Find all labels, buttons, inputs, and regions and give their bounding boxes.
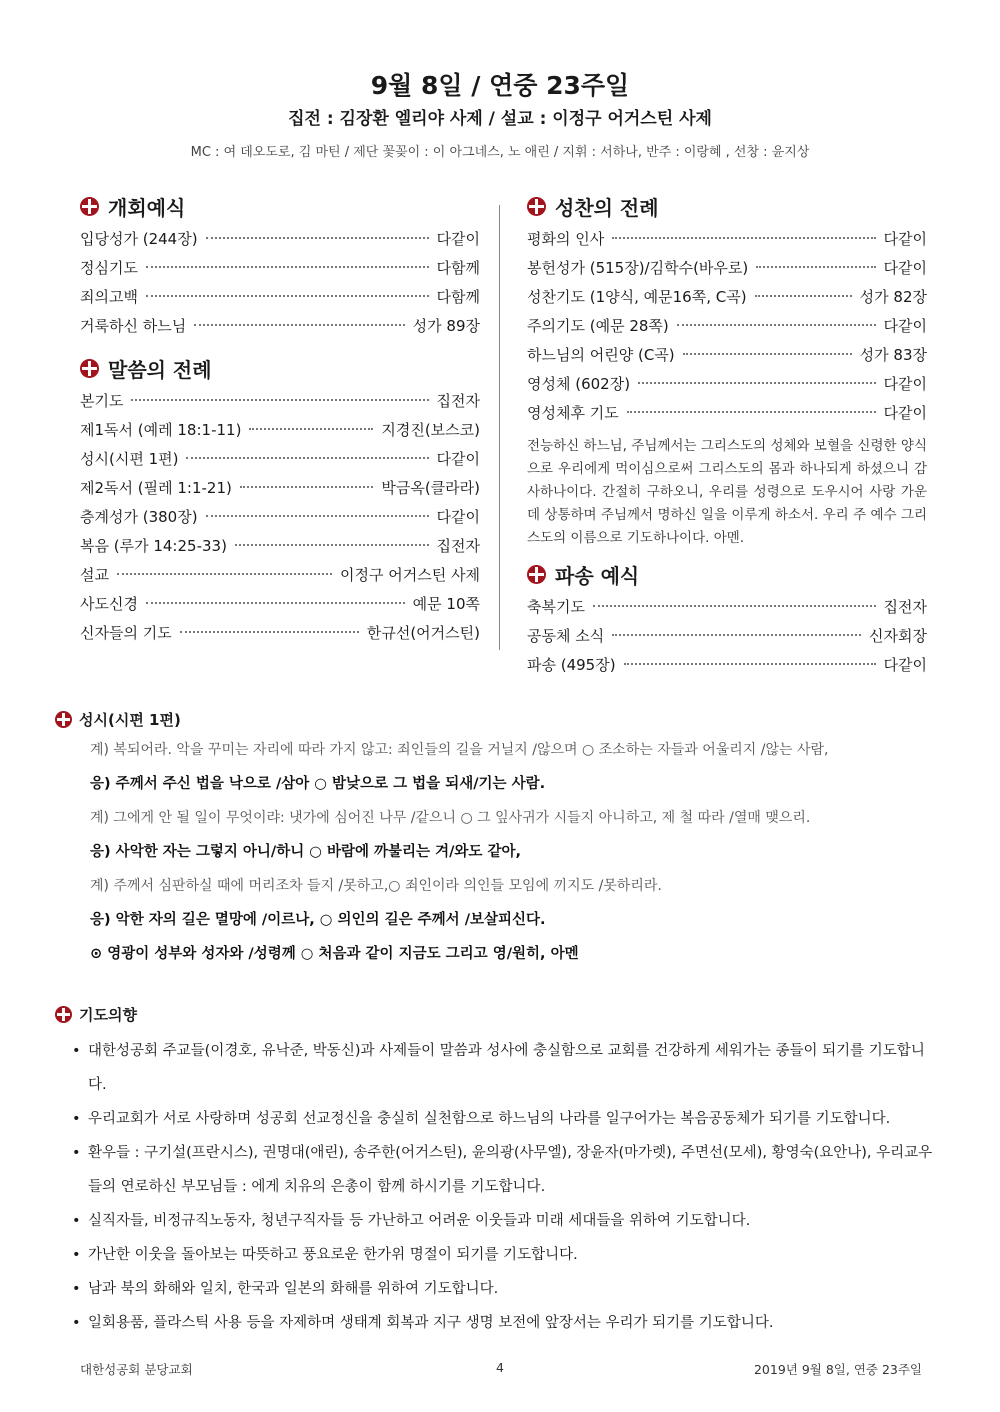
section-title: 파송 예식 [555,563,640,588]
leader-dots [612,634,861,636]
order-label: 입당성가 (244장) [80,230,198,248]
order-value: 성가 82장 [859,288,927,306]
bullet-icon: • [72,1281,81,1297]
bullet-icon: • [72,1213,81,1229]
leader-dots [677,324,876,326]
order-value: 다함께 [436,288,480,306]
order-label: 층계성가 (380장) [80,508,198,526]
order-label: 공동체 소식 [527,627,605,645]
section-eucharist-heading [527,190,927,222]
section-dismissal-heading [527,558,927,590]
cross-icon [55,711,72,728]
psalm-title: 성시(시편 1편) [79,710,181,729]
leader-dots [186,457,428,459]
psalm-verse-response: 응) 악한 자의 길은 멸망에 /이르나, ○ 의인의 길은 주께서 /보살피신다. [90,912,546,928]
intentions-heading [55,1000,935,1028]
section-opening-heading [80,190,480,222]
intentions-title: 기도의향 [79,1005,137,1024]
intention-text: 대한성공회 주교들(이경호, 유낙준, 박동신)과 사제들이 말씀과 성사에 충실함으로 교회를 건강하게 세워가는 종들이 되기를 기도합니다. [88,1043,925,1093]
order-value: 다같이 [883,375,927,393]
order-row [527,654,927,683]
order-value: 예문 10쪽 [412,595,480,613]
bullet-icon: • [72,1043,81,1059]
order-value: 다같이 [883,259,927,277]
leader-dots [146,295,429,297]
section-title: 성찬의 전례 [555,195,659,220]
order-label: 영성체 (602장) [527,375,631,393]
intention-text: 가난한 이웃을 돌아보는 따뜻하고 풍요로운 한가위 명절이 되기를 기도합니다. [88,1247,578,1263]
staff-line: MC : 여 데오도로, 김 마틴 / 제단 꽃꽂이 : 이 아그네스, 노 애린 / 지휘 : 서하나, 반주 : 이랑혜 , 선창 : 윤지상 [190,145,810,160]
order-row [527,402,927,431]
order-row [527,286,927,315]
psalm-verse-response: 응) 사악한 자는 그렇지 아니/하니 ○ 바람에 까불리는 겨/와도 같아, [90,844,521,860]
leader-dots [593,605,876,607]
order-label: 본기도 [80,392,124,410]
leader-dots [206,237,429,239]
intention-text: 남과 북의 화해와 일치, 한국과 일본의 화해를 위하여 기도합니다. [88,1281,499,1297]
leader-dots [638,382,875,384]
footer-church: 대한성공회 분당교회 [80,1362,193,1377]
order-label: 거룩하신 하느님 [80,317,187,335]
bullet-icon: • [72,1315,81,1331]
order-row [80,419,480,448]
leader-dots [180,631,359,633]
order-label: 축복기도 [527,598,585,616]
list-item [55,1136,935,1204]
order-label: 평화의 인사 [527,230,605,248]
order-label: 신자들의 기도 [80,624,172,642]
order-row [80,390,480,419]
order-value: 집전자 [436,392,480,410]
order-row [80,286,480,315]
section-title: 말씀의 전례 [108,357,212,382]
intentions-section [55,1000,935,1340]
cross-icon [527,565,546,584]
leader-dots [683,353,852,355]
order-label: 사도신경 [80,595,138,613]
psalm-verse-leader: 계) 복되어라. 악을 꾸미는 자리에 따라 가지 않고: 죄인들의 길을 거닐지 /않으며 ○ 조소하는 자들과 어울리지 /않는 사람, [90,742,829,758]
order-value: 집전자 [436,537,480,555]
order-label: 제2독서 (필레 1:1-21) [80,479,232,497]
leader-dots [612,237,875,239]
cross-icon [80,359,99,378]
order-row [80,315,480,344]
order-label: 하느님의 어린양 (C곡) [527,346,675,364]
bullet-icon: • [72,1111,81,1127]
order-label: 죄의고백 [80,288,138,306]
order-label: 설교 [80,566,109,584]
order-value: 다같이 [436,230,480,248]
order-label: 정심기도 [80,259,138,277]
order-row [80,622,480,651]
order-label: 제1독서 (예레 18:1-11) [80,421,242,439]
leader-dots [624,663,876,665]
leader-dots [206,515,429,517]
list-item [55,1306,935,1340]
bullet-icon: • [72,1145,81,1161]
order-label: 파송 (495장) [527,656,616,674]
psalm-verse-response: 응) 주께서 주신 법을 낙으로 /삼아 ○ 밤낮으로 그 법을 되새/기는 사람. [90,776,546,792]
leader-dots [235,544,429,546]
order-label: 영성체후 기도 [527,404,619,422]
order-row [527,373,927,402]
order-value: 신자회장 [869,627,927,645]
order-row [80,506,480,535]
right-column [527,190,927,683]
list-item [55,1034,935,1102]
intention-text: 실직자들, 비정규직노동자, 청년구직자들 등 가난하고 어려운 이웃들과 미래 세대들을 위하여 기도합니다. [88,1213,751,1229]
leader-dots [146,602,405,604]
leader-dots [249,428,373,430]
order-row [527,257,927,286]
psalm-verse-leader: 계) 주께서 심판하실 때에 머리조차 들지 /못하고,○ 죄인이라 의인들 모임에 끼지도 /못하리라. [90,878,662,894]
order-row [527,315,927,344]
order-value: 다같이 [883,317,927,335]
psalm-heading [55,705,935,733]
page-title: 9월 8일 / 연중 23주일 [370,71,630,100]
cross-icon [80,197,99,216]
cross-icon [527,197,546,216]
column-divider [499,205,500,650]
section-word-heading [80,352,480,384]
order-value: 이정구 어거스틴 사제 [340,566,480,584]
order-row [80,535,480,564]
order-row [80,448,480,477]
psalm-gloria: ⊙ 영광이 성부와 성자와 /성령께 ○ 처음과 같이 지금도 그리고 영/원히, 아멘 [90,946,579,962]
order-row [527,228,927,257]
order-value: 성가 83장 [859,346,927,364]
order-value: 집전자 [883,598,927,616]
order-value: 다같이 [883,230,927,248]
bullet-icon: • [72,1247,81,1263]
order-row [80,228,480,257]
order-row [80,564,480,593]
leader-dots [755,295,852,297]
order-row [527,344,927,373]
list-item [55,1238,935,1272]
leader-dots [131,399,428,401]
leader-dots [627,411,876,413]
list-item [55,1102,935,1136]
order-label: 성시(시편 1편) [80,450,179,468]
list-item [55,1272,935,1306]
intention-text: 우리교회가 서로 사랑하며 성공회 선교정신을 충실히 실천함으로 하느님의 나라를 일구어가는 복음공동체가 되기를 기도합니다. [88,1111,891,1127]
order-row [80,257,480,286]
post-communion-prayer: 전능하신 하느님, 주님께서는 그리스도의 성체와 보혈을 신령한 양식으로 우리에게 먹이심으로써 그리스도의 몸과 하나되게 하셨으니 감사하나이다. 간절히 구하오니, 우리를 성령으로 도우시어 사랑 가운데 상통하며 주님께서 명하신 일을 이루게 하소서. 우리 주 예수 그리스도의 이름으로 기도하나이다. 아멘. [527,438,927,546]
order-row [80,593,480,622]
order-value: 다같이 [436,508,480,526]
order-value: 박금옥(클라라) [381,479,480,497]
leader-dots [194,324,404,326]
intentions-list [55,1034,935,1340]
footer-page-number: 4 [496,1360,504,1375]
footer-date: 2019년 9월 8일, 연중 23주일 [753,1362,922,1377]
order-value: 다같이 [883,404,927,422]
leader-dots [117,573,332,575]
order-label: 성찬기도 (1양식, 예문16쪽, C곡) [527,288,747,306]
order-label: 복음 (루가 14:25-33) [80,537,227,555]
psalm-section [55,705,935,971]
leader-dots [756,266,875,268]
order-value: 다같이 [883,656,927,674]
order-value: 한규선(어거스틴) [366,624,480,642]
order-value: 성가 89장 [412,317,480,335]
cross-icon [55,1006,72,1023]
leader-dots [146,266,429,268]
order-label: 주의기도 (예문 28쪽) [527,317,669,335]
psalm-verse-leader: 계) 그에게 안 될 일이 무엇이랴: 냇가에 심어진 나무 /같으니 ○ 그 잎사귀가 시들지 아니하고, 제 철 따라 /열매 맺으리. [90,810,811,826]
order-value: 다함께 [436,259,480,277]
celebrant-subtitle: 집전 : 김장환 엘리야 사제 / 설교 : 이정구 어거스틴 사제 [288,109,712,129]
order-label: 봉헌성가 (515장)/김학수(바우로) [527,259,749,277]
order-row [80,477,480,506]
leader-dots [240,486,373,488]
order-row [527,596,927,625]
section-title: 개회예식 [108,195,186,220]
left-column [80,190,480,651]
list-item [55,1204,935,1238]
intention-text: 일회용품, 플라스틱 사용 등을 자제하며 생태계 회복과 지구 생명 보전에 앞장서는 우리가 되기를 기도합니다. [88,1315,774,1331]
order-row [527,625,927,654]
intention-text: 환우들 : 구기설(프란시스), 권명대(애린), 송주한(어거스틴), 윤의광(사무엘), 장윤자(마가렛), 주면선(모세), 황영숙(요안나), 우리교우들의 연로하신 부모님들 : 에게 치유의 은총이 함께 하시기를 기도합니다. [88,1145,933,1195]
order-value: 다같이 [436,450,480,468]
order-value: 지경진(보스코) [381,421,480,439]
